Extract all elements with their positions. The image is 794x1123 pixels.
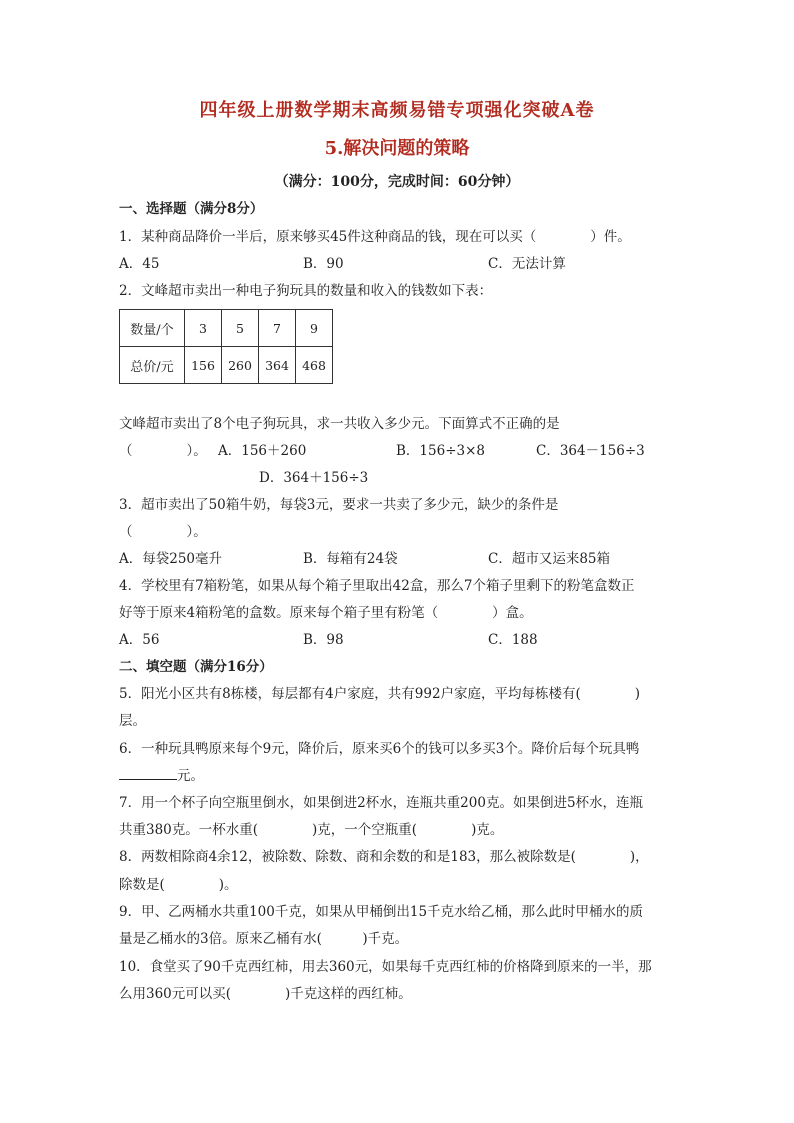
q4-option-b: B．98 [303, 632, 344, 648]
q3-line1: 3．超市卖出了50箱牛奶，每袋3元，要求一共卖了多少元，缺少的条件是 [119, 497, 559, 513]
q6-line2: 元。 [177, 768, 204, 784]
q2-text: 2．文峰超市卖出一种电子狗玩具的数量和收入的钱数如下表： [119, 283, 493, 299]
q2-option-a: A．156＋260 [218, 443, 307, 459]
table-cell: 260 [222, 347, 259, 384]
q4-option-c: C．188 [488, 632, 538, 648]
q2-option-d: D．364＋156÷3 [259, 470, 369, 486]
q9-line1: 9．甲、乙两桶水共重100千克，如果从甲桶倒出15千克水给乙桶，那么此时甲桶水的质 [119, 904, 644, 920]
q2-paren: （ ）。 [119, 443, 207, 459]
section2-heading: 二、填空题（满分16分） [119, 659, 273, 675]
q4-line1: 4．学校里有7箱粉笔，如果从每个箱子里取出42盒，那么7个箱子里剩下的粉笔盒数正 [119, 578, 635, 594]
exam-meta: （满分：100分，完成时间：60分钟） [274, 174, 520, 190]
section1-heading: 一、选择题（满分8分） [119, 201, 264, 217]
q3-option-b: B．每箱有24袋 [303, 551, 398, 567]
table-cell: 364 [259, 347, 296, 384]
q9-line2: 量是乙桶水的3倍。原来乙桶有水( )千克。 [119, 931, 409, 947]
q3-line2: （ ）。 [119, 524, 207, 540]
q8-line1: 8．两数相除商4余12，被除数、除数、商和余数的和是183，那么被除数是( )， [119, 849, 649, 865]
q7-line1: 7．用一个杯子向空瓶里倒水，如果倒进2杯水，连瓶共重200克。如果倒进5杯水，连瓶 [119, 795, 644, 811]
table-row-head: 数量/个 [120, 310, 185, 347]
q6-line2-wrap [119, 767, 204, 785]
table-row [120, 347, 333, 384]
q3-option-c: C．超市又运来85箱 [488, 551, 611, 567]
q4-option-a: A．56 [119, 632, 160, 648]
q1-option-c: C．无法计算 [488, 256, 566, 272]
table-cell: 9 [296, 310, 333, 347]
table-cell: 468 [296, 347, 333, 384]
table-cell: 3 [185, 310, 222, 347]
q2-table [119, 309, 333, 384]
table-row [120, 310, 333, 347]
q5-line1: 5．阳光小区共有8栋楼，每层都有4户家庭，共有992户家庭，平均每栋楼有( ) [119, 686, 641, 702]
q2-option-c: C．364－156÷3 [536, 443, 645, 459]
q2-question: 文峰超市卖出了8个电子狗玩具，求一共收入多少元。下面算式不正确的是 [119, 416, 560, 432]
q6-line1: 6．一种玩具鸭原来每个9元，降价后，原来买6个的钱可以多买3个。降价后每个玩具鸭 [119, 741, 640, 757]
q1-text: 1．某种商品降价一半后，原来够买45件这种商品的钱，现在可以买（ ）件。 [119, 229, 631, 245]
table-cell: 156 [185, 347, 222, 384]
q2-option-b: B．156÷3×8 [396, 443, 485, 459]
q1-option-a: A．45 [119, 256, 160, 272]
q10-line2: 么用360元可以买( )千克这样的西红柿。 [119, 986, 412, 1002]
exam-title: 四年级上册数学期末高频易错专项强化突破A卷 [199, 100, 595, 121]
q1-option-b: B．90 [303, 256, 344, 272]
q7-line2: 共重380克。一杯水重( )克，一个空瓶重( )克。 [119, 822, 504, 838]
q4-line2: 好等于原来4箱粉笔的盒数。原来每个箱子里有粉笔（ ）盒。 [119, 605, 533, 621]
q8-line2: 除数是( )。 [119, 877, 238, 893]
q10-line1: 10．食堂买了90千克西红柿，用去360元，如果每千克西红柿的价格降到原来的一半，那 [119, 959, 652, 975]
table-cell: 5 [222, 310, 259, 347]
q3-option-a: A．每袋250毫升 [119, 551, 223, 567]
q6-answer-blank[interactable] [119, 767, 177, 780]
exam-subtitle: 5.解决问题的策略 [324, 138, 470, 159]
table-cell: 7 [259, 310, 296, 347]
q5-line2: 层。 [119, 713, 146, 729]
table-row-head: 总价/元 [120, 347, 185, 384]
